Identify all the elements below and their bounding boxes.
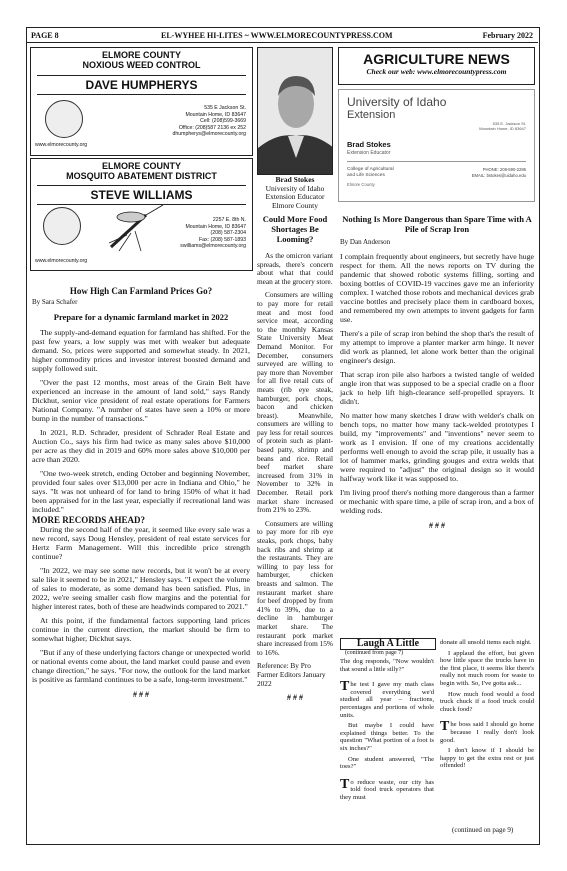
page-header <box>27 28 538 43</box>
laugh-e: o reduce waste, our city has told food truck operators that they must <box>340 778 434 801</box>
laugh-column-2 <box>440 639 534 775</box>
ad-mosq-fax: Fax: (208) 587-1893 <box>198 236 246 243</box>
article1-p8: "But if any of these underlying factors change or unexpected world or national events come about, the land market could pause and even change direction," he says. "For now, the outlook for the land market is positive as farmland continues to be a safe, long-term investment." <box>32 648 250 684</box>
agriculture-news-box <box>338 47 535 85</box>
dropcap-t3: T <box>440 719 450 735</box>
article1-title: How High Can Farmland Prices Go? <box>69 286 213 296</box>
article3-p1: I complain frequently about engineers, but secretly have huge respect for them. All the news reports on TV during the pandemic that showed robotic systems filling, sorting and boxing bottles of COVID-19 vaccines gave me an inferiority complex. I watched those robots and mechanical devices grab vaccine bottles and precisely place them in cardboard boxes, and remembered my own attempts to invent gadgets for farm use. <box>340 252 534 324</box>
ad-mosq-email: swilliams@elmorecounty.org <box>180 243 246 249</box>
ad-weed-addr1: 535 E Jackson St. <box>204 105 246 111</box>
article2-title: Could More Food Shortages Be Looming? <box>262 214 328 244</box>
ag-news-sub: Check our web: www.elmorecountypress.com <box>366 67 507 76</box>
article1-p6: "In 2022, we may see some new records, but it won't be at every sale like it seemed to be in 2021," Hensley says. "I expect the volume of sales to moderate, as some demand has been satisfied. Plus, in 2022, we're seeing smaller cash flow margins and the potential for higher interest rates, both of these are headwinds compared to 2021." <box>32 566 250 611</box>
brad-stokes-photo <box>257 47 333 175</box>
laugh-next: (continued on page 9) <box>452 826 514 834</box>
laugh-i: he boss said I should go home because I really don't look good. <box>440 721 534 744</box>
newspaper-page <box>26 27 540 845</box>
laugh-column-1 <box>340 658 434 807</box>
uidaho-extension: Extension <box>347 109 396 121</box>
article1-sub2: MORE RECORDS AHEAD? <box>32 515 146 525</box>
card-email: EMAIL: bstokes@uidaho.edu <box>471 173 526 178</box>
card-county: Elmore County <box>347 182 375 187</box>
ad-weed-name: DAVE HUMPHERYS <box>37 75 246 95</box>
article3-end: # # # <box>429 521 445 530</box>
laugh-cont: (continued from page 7) <box>345 650 404 656</box>
article3-p3: That scrap iron pile also harbors a twisted tangle of welded angle iron that was supposed to be a special cradle on a floor jack to help lift high-clearance self-propelled sprayers. It didn't. <box>340 370 534 406</box>
article2-p2: Consumers are willing to pay more for retail meat and most food service meat, according to the monthly Kansas State University Meat Demand Monitor. For December, consumers surveyed are willing to pay more than November for all five retail cuts of meats (rib eye steak, hamburger, pork chops, bacon and chicken breast). Meanwhile, consumers are willing to pay less for retail sources of protein such as plant-based patty, shrimp and beans and rice. Retail beef market share increased from 31% in November to 32% in December. Retail pork market share increased from 21% to 23%. <box>257 290 333 515</box>
card-name: Brad Stokes <box>347 140 391 149</box>
card-college2: and Life Sciences <box>347 173 385 178</box>
ad-mosq-title1: ELMORE COUNTY <box>101 161 181 171</box>
article1-end: # # # <box>133 690 149 699</box>
card-phone: PHONE: 208-590-2286 <box>482 167 526 172</box>
caption-line3: Elmore County <box>271 200 319 210</box>
ad-weed-title1: ELMORE COUNTY <box>101 50 181 60</box>
ad-mosq-addr2: Mountain Home, ID 83647 <box>185 223 246 230</box>
caption-line2: Extension Educator <box>265 192 325 201</box>
laugh-g: I applaud the effort, but given how little space the trucks have in the first place, it seems like there's really not much room for waste to begin with. So, I've gotta ask... <box>440 649 534 687</box>
article1-p2: "Over the past 12 months, most areas of the Grain Belt have experienced an increase in the amount of land sold," says Randy Dickhut, senior vice president of real estate operations for Farmers National Company. "A number of states have seen a 10% or more bump in the number of transactions." <box>32 378 250 423</box>
article-food-shortages <box>257 214 333 709</box>
ad-mosq-phone: (208) 587-2304 <box>210 230 246 236</box>
ad-weed-addr2: Mountain Home, ID 83647 <box>185 111 246 118</box>
caption-name: Brad Stokes <box>275 175 315 184</box>
dropcap-t1: T <box>340 679 350 695</box>
laugh-f: donate all unsold items each night. <box>440 639 532 646</box>
issue-date: February 2022 <box>482 31 533 40</box>
portrait-image <box>258 48 333 175</box>
article1-p5: During the second half of the year, it seemed like every sale was a new record, says Doug Hensley, president of real estate services for Hertz Farm Management. Will this incredible price strength continue? <box>32 525 250 561</box>
article1-p4: "One two-week stretch, ending October and beginning November, provided four sales over $13,000 per acre in Indiana and Ohio," he says. "It was not unheard of for land to bring 150% of what it had been appraised for in the last year, especially if recreational land was included." <box>32 469 250 514</box>
article-farmland-prices <box>32 286 250 705</box>
ag-news-title: AGRICULTURE NEWS <box>363 51 510 67</box>
article-scrap-iron <box>340 214 534 536</box>
article1-byline: By Sara Schafer <box>32 298 78 306</box>
article2-end: # # # <box>287 693 303 703</box>
ad-mosq-addr1: 2257 E. 8th N. <box>212 217 246 223</box>
ad-weed-cell: Cell: (208)599-3669 <box>200 118 246 124</box>
uidaho-brand: University of Idaho <box>347 95 447 109</box>
laugh-a: The dog responds, "Now wouldn't that sound a little silly?" <box>340 658 434 673</box>
article1-p3: In 2021, R.D. Schrader, president of Schrader Real Estate and Auction Co., says his firm had twice as many sales above $10,000 per acre as they did in 2019 and 60% more sales above $10,000 per acre than 2020. <box>32 428 250 464</box>
ad-mosq-web: www.elmorecounty.org <box>35 258 88 264</box>
article1-subhead: Prepare for a dynamic farmland market in 2022 <box>53 312 229 322</box>
card-addr1: 535 E. Jackson St. <box>492 121 526 126</box>
laugh-j: I don't know if I should be happy to get the extra rest or just offended! <box>440 747 534 770</box>
article3-p4: No matter how many sketches I draw with welder's chalk on bench tops, no matter how many tack-welded prototypes I build, my "improvements" and "inventions" never seem to work as I envision. If one of my creations accidentally performs well enough to avoid the scrap pile, it usually has a lot of hammer marks, grinding gouges and extra welds that were required to "adjust" the original design so it would halfway work like it was supposed to. <box>340 411 534 483</box>
article3-byline: By Dan Anderson <box>340 238 391 246</box>
laugh-h: How much food would a food truck chuck if a food truck could chuck food? <box>440 690 534 713</box>
page-number: PAGE 8 <box>31 31 59 40</box>
card-role: Extension Educator <box>347 150 391 156</box>
county-seal-icon <box>45 100 83 138</box>
article3-p2: There's a pile of scrap iron behind the shop that's the result of my attempt to improve a planter marker arm hinge. It never did work as planned, let alone work better than the original engineer's design. <box>340 329 534 365</box>
county-seal-icon <box>43 207 81 245</box>
ad-weed-title2: NOXIOUS WEED CONTROL <box>82 60 201 70</box>
laugh-d: One student answered, "The toes?" <box>340 755 434 771</box>
article3-title: Nothing Is More Dangerous than Spare Time with A Pile of Scrap Iron <box>342 214 532 234</box>
article1-p7: At this point, if the fundamental factors supporting land prices continue in the current direction, the market should be firm to somewhat higher, Dickhut says. <box>32 616 250 643</box>
weed-control-ad <box>30 47 253 156</box>
uidaho-business-card <box>338 89 535 202</box>
ad-weed-office: Office: (208)587 2136 ex 252 <box>178 124 246 131</box>
caption-line1: University of Idaho <box>265 183 325 193</box>
article2-p3: Consumers are willing to pay more for rib eye steaks, pork chops, baby back ribs and shrimp at the restaurants. They are willing to pay less for hamburger, chicken breasts and salmon. The restaurant market share for beef dropped by from 41% to 39%, due to a decline in hamburger market share. The restaurant pork market share increased from 15% to 16%. <box>257 518 333 657</box>
card-college1: College of Agricultural <box>347 167 394 172</box>
ad-weed-email: dhumpherys@elmorecounty.org <box>172 131 246 137</box>
article1-p1: The supply-and-demand equation for farmland has shifted. For the past few years, a low supply was met with weaker but adequate demand. So, prices were supported and somewhat steady. In 2021, higher commodity prices and investor interest boosted demand and supply followed suit. <box>32 328 250 373</box>
dropcap-t2: T <box>340 776 350 792</box>
laugh-b: he test I gave my math class covered everything we'd studied all year – fractions, percentages and portions of whole units. <box>340 681 434 719</box>
article2-p1: As the omicron variant spreads, there's concern about what that could mean at the grocery store. <box>257 251 333 286</box>
mosquito-icon <box>101 203 171 253</box>
article3-p5: I'm living proof there's nothing more dangerous than a farmer or mechanic with spare time, a pile of scrap iron, and a box of welding rods. <box>340 488 534 515</box>
card-addr2: Mountain Home, ID 83647 <box>479 126 526 131</box>
masthead: EL-WYHEE HI-LITES ~ WWW.ELMORECOUNTYPRESS.COM <box>161 31 393 40</box>
laugh-title: Laugh A Little <box>340 638 436 650</box>
laugh-c: But maybe I could have explained things better. To the question "What portion of a foot is six inches?" <box>340 722 434 752</box>
ad-mosq-title2: MOSQUITO ABATEMENT DISTRICT <box>66 171 217 181</box>
ad-mosq-name: STEVE WILLIAMS <box>37 185 246 205</box>
article2-ref: Reference: By Pro Farmer Editors January 2022 <box>257 661 326 688</box>
ad-weed-web: www.elmorecounty.org <box>35 142 88 148</box>
photo-caption <box>257 176 333 210</box>
mosquito-abatement-ad <box>30 158 253 271</box>
